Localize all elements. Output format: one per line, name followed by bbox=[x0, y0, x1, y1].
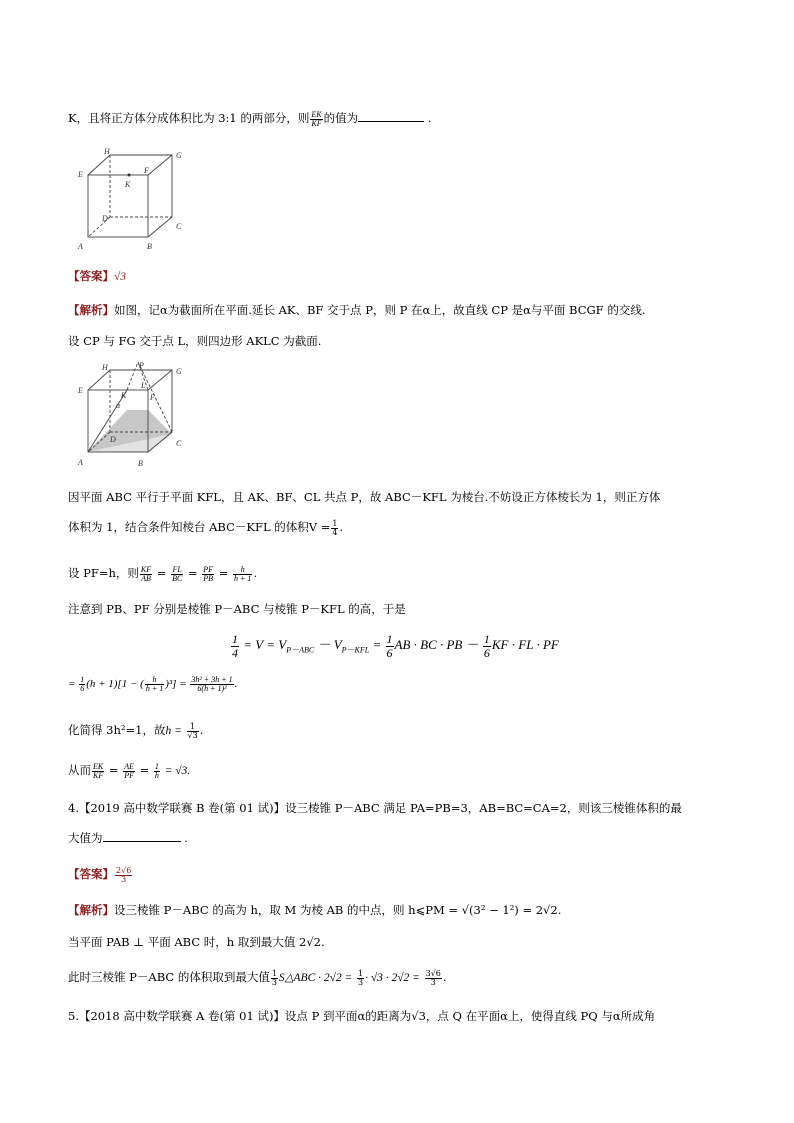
fraction bbox=[145, 676, 164, 693]
fraction-numerator: EK bbox=[311, 109, 322, 119]
fraction-numerator: 1 bbox=[154, 761, 159, 771]
fraction-denominator: 3 bbox=[271, 977, 277, 987]
fraction bbox=[123, 763, 135, 780]
analysis-tag: 【解析】 bbox=[68, 903, 114, 917]
fraction-numerator: 1 bbox=[332, 518, 338, 528]
analysis-text: 当平面 PAB ⊥ 平面 ABC 时，h 取到最大值 2√2. bbox=[68, 935, 325, 949]
answer-blank bbox=[358, 110, 424, 122]
fraction-numerator: 1 bbox=[187, 723, 199, 732]
vertex-label-L: L bbox=[141, 381, 146, 390]
analysis-text: 设 CP 与 FG 交于点 L，则四边形 AKLC 为截面. bbox=[68, 334, 322, 348]
analysis-line bbox=[68, 333, 321, 349]
vertex-label-E: E bbox=[78, 170, 83, 179]
analysis-text: 因平面 ABC 平行于平面 KFL，且 AK、BF、CL 共点 P，故 ABC－KFL 为棱台.不妨设正方体棱长为 1，则正方体 bbox=[68, 490, 661, 504]
display-equation bbox=[230, 630, 559, 666]
fraction-denominator: KF bbox=[311, 118, 322, 128]
equation-term: · √3 · 2√2 = bbox=[365, 972, 420, 984]
vertex-label-A: A bbox=[78, 458, 83, 467]
question-line bbox=[68, 800, 682, 816]
fraction-denominator: 3 bbox=[357, 977, 364, 987]
vertex-label-D: D bbox=[110, 435, 116, 444]
fraction-numerator: 1 bbox=[386, 631, 393, 646]
vertex-label-B: B bbox=[147, 242, 152, 251]
display-equation bbox=[68, 676, 237, 693]
punctuation: . bbox=[234, 678, 238, 691]
fraction-denominator: h bbox=[154, 770, 159, 780]
analysis-line bbox=[68, 302, 645, 318]
fraction-numerator: EK bbox=[93, 761, 104, 771]
fraction-denominator: 6(h + 1)² bbox=[197, 684, 227, 693]
analysis-line: 从而 $\frac{EK}{KF}$ = $\frac{AE}{PF}$ = $\frac{1}{h}$ = √3. bbox=[68, 761, 191, 780]
fraction bbox=[357, 970, 364, 987]
fraction-numerator: FL bbox=[172, 564, 182, 574]
fraction bbox=[310, 111, 322, 128]
question-text: 5.【2018 高中数学联赛 A 卷(第 01 试)】设点 P 到平面α的距离为√3，点 Q 在平面α上，使得直线 PQ 与α所成角 bbox=[68, 1009, 656, 1023]
fraction bbox=[190, 676, 233, 693]
fraction-numerator: 3√6 bbox=[425, 968, 441, 978]
fraction-numerator: PF bbox=[203, 564, 214, 574]
fraction-denominator: 4 bbox=[332, 527, 338, 537]
answer-line bbox=[68, 268, 126, 285]
fraction bbox=[187, 723, 199, 740]
vertex-label-F: F bbox=[144, 166, 149, 175]
equation-term: AB · BC · PB － bbox=[394, 637, 479, 652]
equation-term: (h + 1)[1 − ( bbox=[86, 678, 144, 691]
fraction-denominator: PB bbox=[203, 573, 214, 583]
question-text: K，且将正方体分成体积比为 3:1 的两部分，则 bbox=[68, 111, 310, 125]
fraction bbox=[140, 566, 152, 583]
vertex-label-G: G bbox=[176, 367, 182, 376]
fraction-numerator: h bbox=[145, 676, 164, 685]
analysis-line: 化简得 3h²=1，故h = $\frac{1}{√3}$ . bbox=[68, 721, 204, 740]
punctuation: . bbox=[442, 970, 447, 984]
fraction-denominator: KF bbox=[93, 770, 104, 780]
fraction-denominator: 6 bbox=[483, 645, 490, 660]
fraction-numerator: 1 bbox=[232, 631, 238, 646]
fraction-numerator: 1 bbox=[357, 968, 364, 978]
analysis-text: 设 PF=h，则 bbox=[68, 566, 139, 580]
fraction-denominator: 4 bbox=[232, 645, 238, 660]
analysis-text: 此时三棱锥 P－ABC 的体积取到最大值 bbox=[68, 970, 270, 984]
question-text-line bbox=[68, 110, 431, 128]
punctuation: . bbox=[427, 111, 432, 125]
cube-figure bbox=[72, 145, 192, 255]
vertex-label-B: B bbox=[138, 459, 143, 468]
fraction-numerator: 1 bbox=[483, 631, 490, 646]
fraction bbox=[483, 633, 491, 660]
analysis-tag: 【解析】 bbox=[68, 303, 114, 317]
vertex-label-H: H bbox=[102, 363, 108, 372]
fraction-denominator: 3 bbox=[430, 977, 436, 987]
analysis-line bbox=[68, 934, 325, 950]
analysis-line bbox=[68, 969, 447, 987]
fraction-denominator: 3 bbox=[121, 874, 127, 884]
vertex-label-P: P bbox=[139, 362, 144, 370]
equation-term: KF · FL · PF bbox=[491, 637, 559, 652]
vertex-label-D: D bbox=[102, 214, 108, 223]
fraction bbox=[271, 970, 278, 987]
vertex-label-F: F bbox=[150, 393, 155, 402]
analysis-text: 设三棱锥 P－ABC 的高为 h，取 M 为棱 AB 的中点，则 h⩽PM = √(3² − 1²) = 2√2. bbox=[114, 903, 562, 917]
equation-term: = √3. bbox=[164, 765, 191, 777]
question-text: 4.【2019 高中数学联赛 B 卷(第 01 试)】设三棱锥 P－ABC 满足 PA=PB=3，AB=BC=CA=2，则该三棱锥体积的最 bbox=[68, 801, 682, 815]
plane-label-alpha: α bbox=[116, 401, 121, 410]
analysis-text: 注意到 PB、PF 分别是棱锥 P－ABC 与棱锥 P－KFL 的高，于是 bbox=[68, 602, 406, 616]
fraction-numerator: h bbox=[233, 566, 252, 575]
vertex-label-C: C bbox=[176, 222, 182, 231]
fraction-denominator: √3 bbox=[187, 730, 198, 740]
fraction bbox=[425, 970, 442, 987]
equation-term: － V bbox=[317, 637, 342, 652]
analysis-text: 如图，记α为截面所在平面.延长 AK、BF 交于点 P，则 P 在α上，故直线 CP 是α与平面 BCGF 的交线. bbox=[114, 303, 646, 317]
analysis-text: 体积为 1，结合条件知棱台 ABC－KFL 的体积V = bbox=[68, 520, 331, 534]
fraction-denominator: AB bbox=[141, 573, 151, 583]
vertex-label-A: A bbox=[78, 242, 83, 251]
fraction-denominator: h + 1 bbox=[145, 684, 164, 693]
vertex-label-E: E bbox=[78, 386, 83, 395]
fraction-denominator: h + 1 bbox=[234, 573, 252, 583]
equation-term: S△ABC · 2√2 = bbox=[278, 972, 353, 984]
punctuation: . bbox=[184, 831, 188, 845]
fraction bbox=[92, 763, 104, 780]
equation-term: )³] = bbox=[165, 678, 187, 691]
fraction-numerator: 1 bbox=[80, 675, 85, 684]
vertex-label-C: C bbox=[176, 439, 182, 448]
cube-section-figure bbox=[72, 362, 192, 470]
analysis-line: 体积为 1，结合条件知棱台 ABC－KFL 的体积V = $\frac{1}{4}$ . bbox=[68, 518, 344, 537]
answer-blank bbox=[103, 830, 181, 842]
fraction bbox=[171, 566, 183, 583]
fraction bbox=[79, 676, 85, 693]
answer-tag: 【答案】 bbox=[68, 269, 114, 283]
fraction bbox=[331, 520, 338, 537]
fraction-numerator: 3h² + 3h + 1 bbox=[191, 675, 233, 684]
fraction-numerator: KF bbox=[140, 564, 152, 574]
equation-subscript: P－ABC bbox=[286, 645, 315, 655]
vertex-label-H: H bbox=[104, 147, 110, 156]
vertex-label-G: G bbox=[176, 151, 182, 160]
analysis-line bbox=[68, 902, 561, 918]
vertex-label-K: K bbox=[121, 391, 127, 400]
equation-term: = bbox=[372, 637, 382, 652]
equation-term: h = bbox=[165, 725, 182, 737]
equation-subscript: P－KFL bbox=[341, 645, 370, 655]
question-line bbox=[68, 830, 188, 846]
answer-tag: 【答案】 bbox=[68, 867, 114, 881]
vertex-label-K: K bbox=[125, 180, 131, 189]
fraction-numerator: AE bbox=[124, 761, 134, 771]
answer-value: √3 bbox=[114, 271, 127, 283]
analysis-line bbox=[68, 489, 660, 505]
fraction bbox=[231, 633, 239, 660]
fraction-numerator: 1 bbox=[271, 968, 277, 978]
fraction bbox=[202, 566, 214, 583]
fraction bbox=[386, 633, 394, 660]
fraction-denominator: BC bbox=[172, 573, 183, 583]
fraction-numerator: 2√6 bbox=[116, 865, 132, 875]
answer-line bbox=[68, 866, 133, 884]
equation-term: = bbox=[68, 678, 76, 691]
fraction bbox=[154, 763, 160, 780]
fraction-denominator: 6 bbox=[80, 684, 85, 693]
answer-value bbox=[115, 867, 132, 884]
fraction bbox=[233, 566, 252, 583]
question-text: 大值为 bbox=[68, 831, 103, 845]
analysis-text: 化简得 3h²=1，故 bbox=[68, 723, 166, 737]
equation-term: = V = V bbox=[243, 637, 287, 652]
analysis-line: 设 PF=h，则 $\frac{KF}{AB}$ = $\frac{FL}{BC}$ = $\frac{PF}{PB}$ = $\frac{h}{h + 1}$ . bbox=[68, 564, 258, 583]
fraction-denominator: PF bbox=[124, 770, 134, 780]
fraction-denominator: 6 bbox=[386, 645, 393, 660]
analysis-line bbox=[68, 601, 406, 617]
analysis-text: 从而 bbox=[68, 763, 91, 777]
question-text: 的值为 bbox=[323, 111, 359, 125]
question-line bbox=[68, 1008, 655, 1024]
